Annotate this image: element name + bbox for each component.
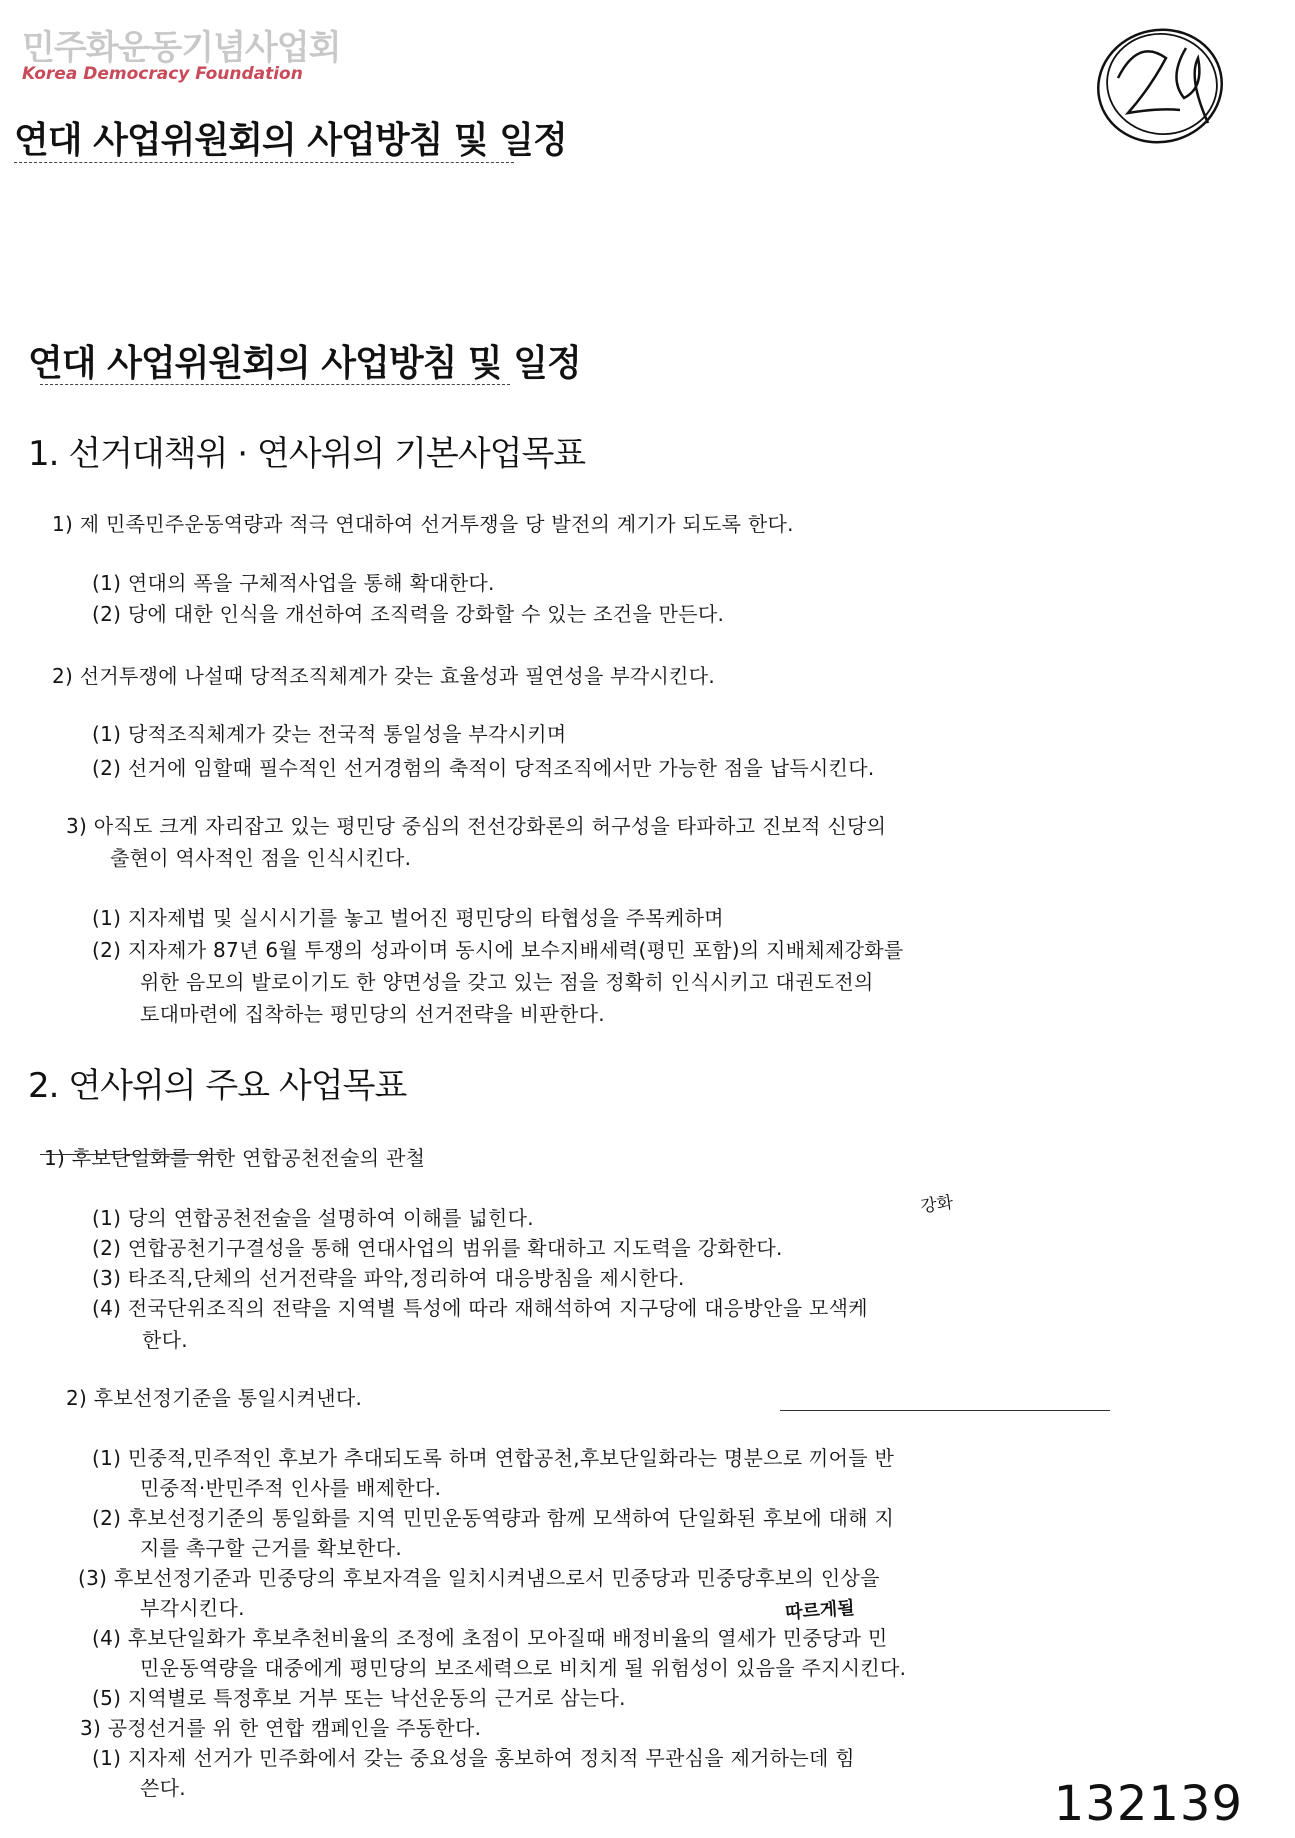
s1-item3-sub2: (2) 지자제가 87년 6월 투쟁의 성과이며 동시에 보수지배세력(평민 포함)의 지배체제강화를 bbox=[92, 938, 904, 962]
s2-item3-sub1-cont: 쓴다. bbox=[140, 1776, 186, 1800]
s1-item1-sub2: (2) 당에 대한 인식을 개선하여 조직력을 강화할 수 있는 조건을 만든다. bbox=[92, 602, 725, 626]
s2-item1-sub2: (2) 연합공천기구결성을 통해 연대사업의 범위를 확대하고 지도력을 강화한다. bbox=[92, 1236, 783, 1260]
s2-item1-sub4-cont: 한다. bbox=[142, 1328, 188, 1352]
s2-item2-sub5: (5) 지역별로 특정후보 거부 또는 낙선운동의 근거로 삼는다. bbox=[92, 1686, 626, 1710]
s2-item2-sub1: (1) 민중적,민주적인 후보가 추대되도록 하며 연합공천,후보단일화라는 명분으로 끼어들 반 bbox=[92, 1446, 895, 1470]
s2-item2-sub2-cont: 지를 촉구할 근거를 확보한다. bbox=[140, 1536, 403, 1560]
s2-item1-sub4: (4) 전국단위조직의 전략을 지역별 특성에 따라 재해석하여 지구당에 대응방안을 모색케 bbox=[92, 1296, 868, 1320]
watermark-korean: 민주화운동기념사업회 bbox=[22, 28, 341, 68]
s2-item3: 3) 공정선거를 위 한 연합 캠페인을 주동한다. bbox=[80, 1716, 482, 1740]
section2-heading: 2. 연사위의 주요 사업목표 bbox=[28, 1066, 407, 1106]
catalog-number: 132139 bbox=[1053, 1776, 1243, 1832]
s1-item2: 2) 선거투쟁에 나설때 당적조직체계가 갖는 효율성과 필연성을 부각시킨다. bbox=[52, 664, 715, 688]
handwritten-note-ttareuge: 따르게될 bbox=[784, 1597, 856, 1624]
watermark-english: Korea Democracy Foundation bbox=[22, 64, 303, 84]
s1-item1-sub1: (1) 연대의 폭을 구체적사업을 통해 확대한다. bbox=[92, 571, 495, 595]
s2-item2: 2) 후보선정기준을 통일시켜낸다. bbox=[66, 1386, 363, 1410]
s2-item3-sub1: (1) 지자제 선거가 민주화에서 갖는 중요성을 홍보하여 정치적 무관심을 제거하는데 힘 bbox=[92, 1746, 855, 1770]
header-title: 연대 사업위원회의 사업방침 및 일정 bbox=[14, 120, 567, 161]
s2-item2-sub2: (2) 후보선정기준의 통일화를 지역 민민운동역량과 함께 모색하여 단일화된 후보에 대해 지 bbox=[92, 1506, 895, 1530]
s1-item2-sub2: (2) 선거에 임할때 필수적인 선거경험의 축적이 당적조직에서만 가능한 점을 납득시킨다. bbox=[92, 756, 875, 780]
s1-item3-sub2-cont1: 위한 음모의 발로이기도 한 양면성을 갖고 있는 점을 정확히 인식시키고 대권도전의 bbox=[140, 970, 874, 994]
s2-item1-sub3: (3) 타조직,단체의 선거전략을 파악,정리하여 대응방침을 제시한다. bbox=[92, 1266, 685, 1290]
circled-number-stamp bbox=[1088, 18, 1238, 153]
s1-item3-sub2-cont2: 토대마련에 집착하는 평민당의 선거전략을 비판한다. bbox=[140, 1002, 605, 1026]
s2-item2-sub4: (4) 후보단일화가 후보추천비율의 조정에 초점이 모아질때 배정비율의 열세가 민중당과 민 bbox=[92, 1626, 888, 1650]
title-underline bbox=[40, 384, 510, 385]
s2-item2-sub1-cont: 민중적·반민주적 인사를 배제한다. bbox=[140, 1476, 442, 1500]
margin-rule bbox=[780, 1410, 1110, 1411]
circle-mark-text: 24 bbox=[1148, 67, 1187, 102]
s1-item3-sub1: (1) 지자제법 및 실시시기를 놓고 벌어진 평민당의 타협성을 주목케하며 bbox=[92, 906, 724, 930]
s2-item1-sub1: (1) 당의 연합공천전술을 설명하여 이해를 넓힌다. bbox=[92, 1206, 534, 1230]
s1-item3: 3) 아직도 크게 자리잡고 있는 평민당 중심의 전선강화론의 허구성을 타파하고 진보적 신당의 bbox=[66, 814, 887, 838]
document-title: 연대 사업위원회의 사업방침 및 일정 bbox=[28, 343, 581, 384]
s1-item3-cont: 출현이 역사적인 점을 인식시킨다. bbox=[110, 846, 412, 870]
header-underline bbox=[14, 162, 514, 163]
s2-item2-sub3-cont: 부각시킨다. bbox=[140, 1596, 245, 1620]
s2-item2-sub4-cont: 민운동역량을 대중에게 평민당의 보조세력으로 비치게 될 위험성이 있음을 주지시킨다. bbox=[140, 1656, 907, 1680]
s2-item1-strikethrough bbox=[40, 1154, 220, 1155]
s2-item2-sub3: (3) 후보선정기준과 민중당의 후보자격을 일치시켜냄으로서 민중당과 민중당후보의 인상을 bbox=[78, 1566, 880, 1590]
s1-item1: 1) 제 민족민주운동역량과 적극 연대하여 선거투쟁을 당 발전의 계기가 되도록 한다. bbox=[52, 512, 794, 536]
section1-heading: 1. 선거대책위 · 연사위의 기본사업목표 bbox=[28, 434, 586, 474]
s2-item1: 1) 후보단일화를 위한 연합공천전술의 관철 bbox=[44, 1146, 426, 1170]
s1-item2-sub1: (1) 당적조직체계가 갖는 전국적 통일성을 부각시키며 bbox=[92, 722, 567, 746]
handwritten-note-gangwa: 강화 bbox=[919, 1192, 955, 1218]
